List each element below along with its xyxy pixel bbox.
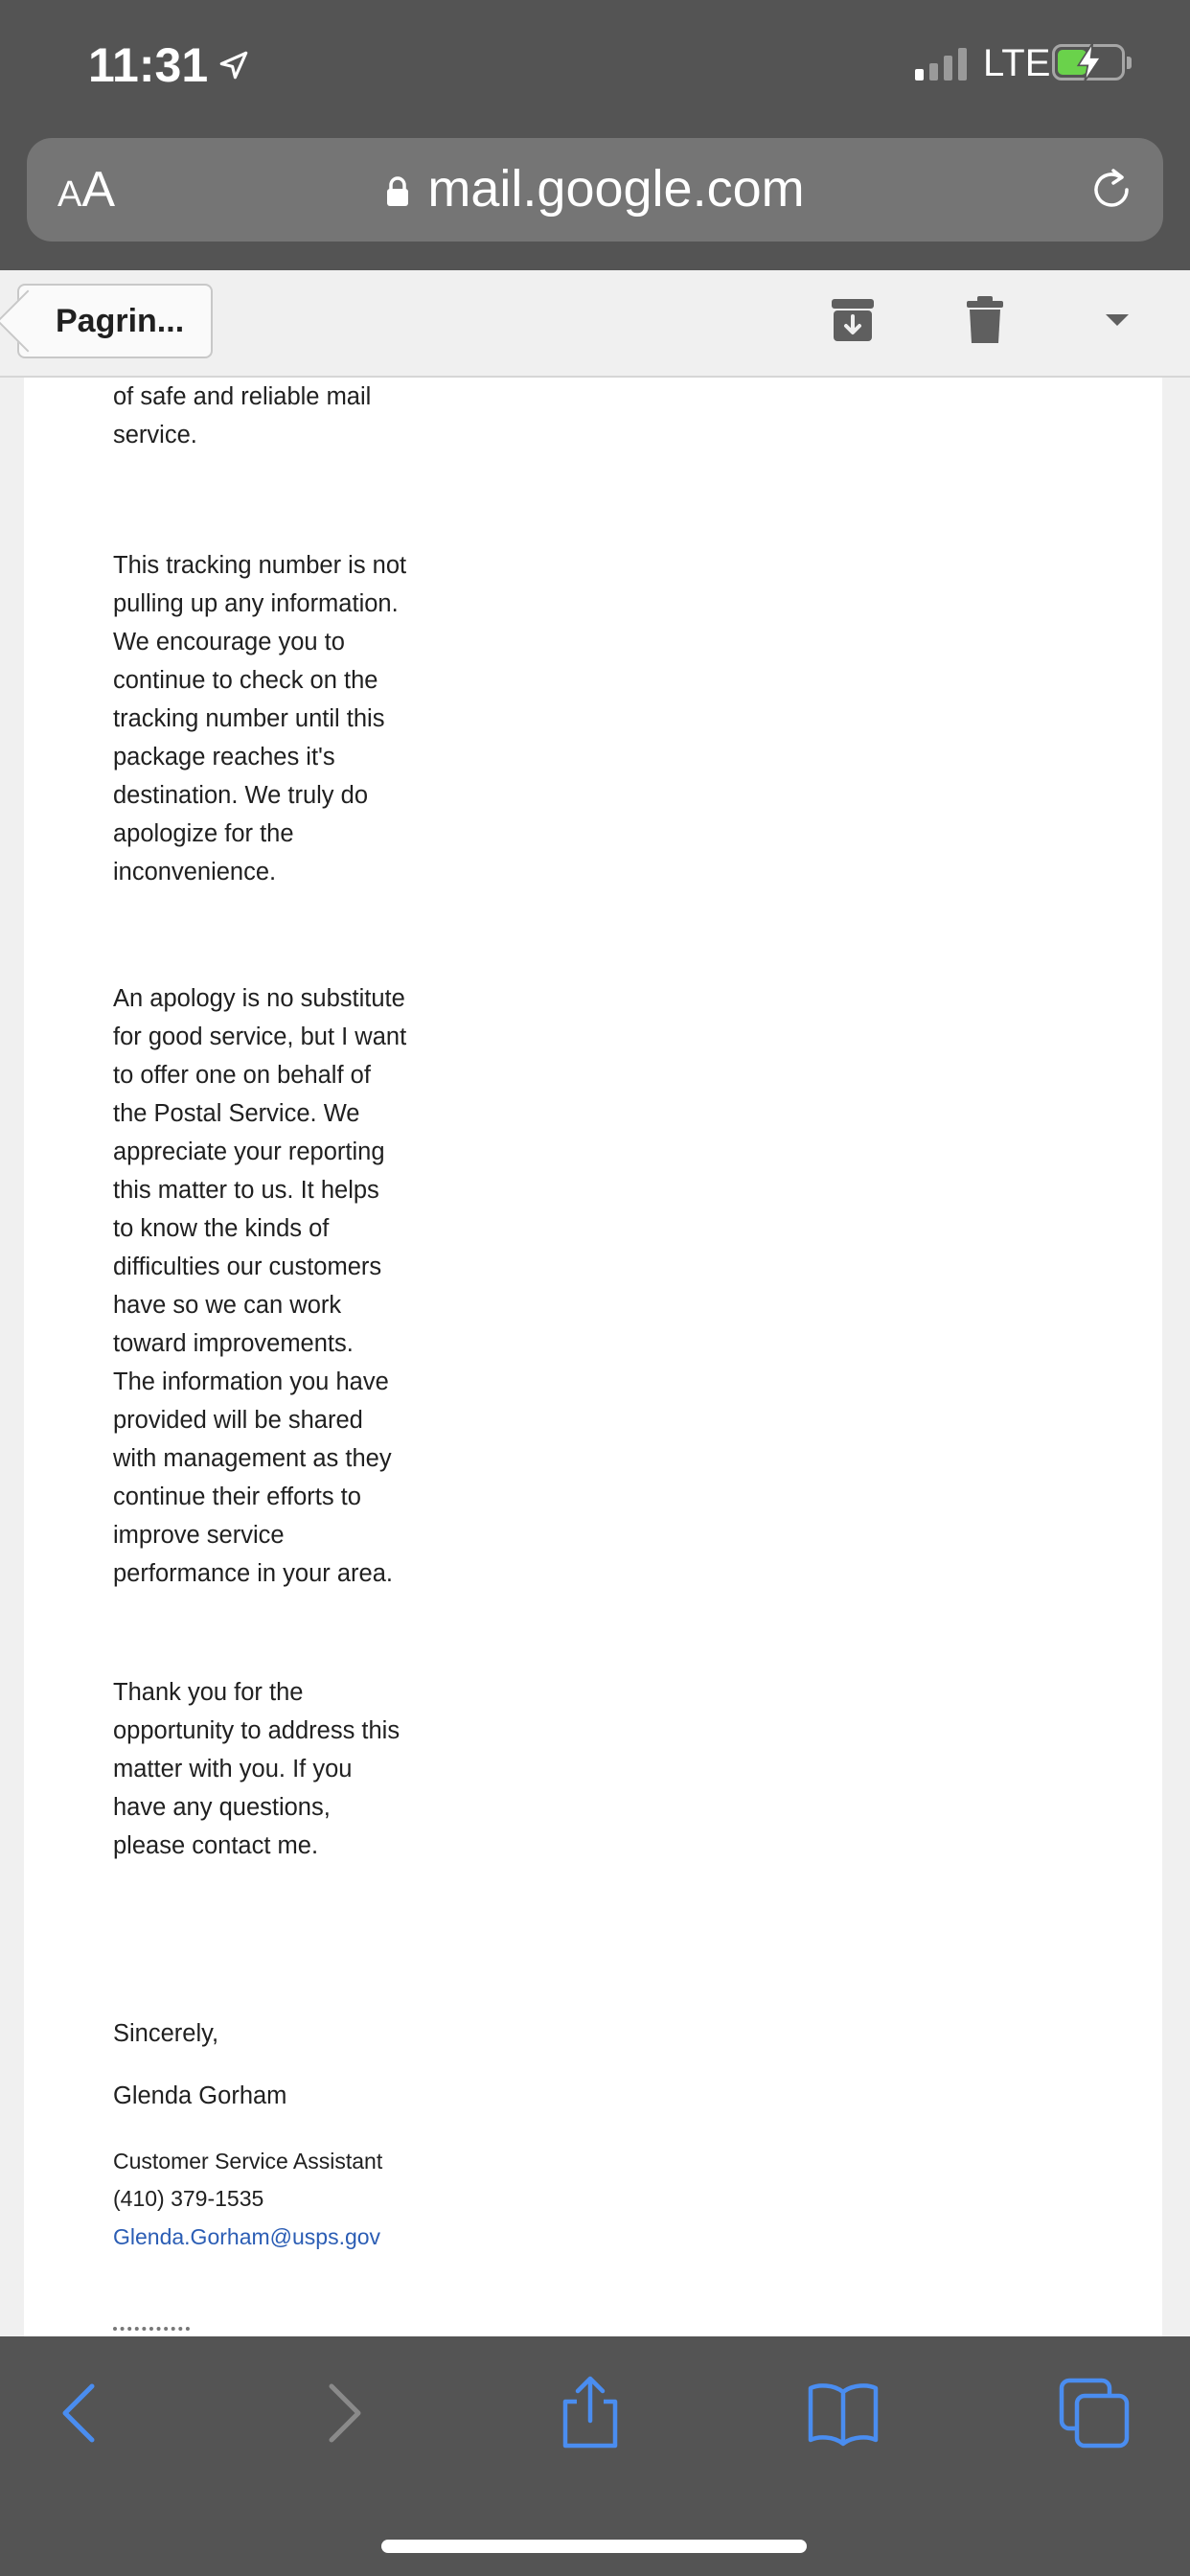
archive-icon[interactable]: [826, 293, 880, 347]
location-arrow-icon: [217, 49, 250, 81]
tabs-icon[interactable]: [1056, 2375, 1133, 2451]
signer-title: Customer Service Assistant: [113, 2149, 383, 2174]
status-time: [88, 34, 250, 96]
address-bar[interactable]: [27, 138, 1163, 242]
lock-icon: [385, 175, 410, 208]
browser-top-chrome: [0, 0, 1190, 270]
signer-name: Glenda Gorham: [113, 2082, 287, 2109]
share-icon[interactable]: [552, 2375, 629, 2451]
gmail-toolbar: [0, 270, 1190, 378]
bookmarks-icon[interactable]: [805, 2375, 881, 2451]
email-body: [24, 378, 1162, 2336]
email-paragraph: An apology is no substitute for good service, but I want to offer one on behalf of the Postal Service. We appreciate your reporting this matter to us. It helps to know the kinds of difficulties our customers have so we can work toward improvements. The information you have provided will be shared with management as they continue their efforts to improve service performance in your area.: [113, 985, 407, 1587]
battery-icon: [1052, 44, 1125, 80]
reader-settings-button[interactable]: AA: [57, 162, 116, 218]
back-label: Pagrin...: [56, 302, 185, 339]
back-to-inbox-button[interactable]: [17, 284, 213, 358]
trash-icon[interactable]: [958, 293, 1012, 347]
back-icon[interactable]: [44, 2375, 121, 2451]
url-text: mail.google.com: [427, 160, 805, 218]
divider: [113, 2327, 190, 2331]
signer-email-link[interactable]: Glenda.Gorham@usps.gov: [113, 2224, 381, 2249]
signal-icon: [915, 46, 967, 80]
reload-icon[interactable]: [1085, 163, 1138, 217]
email-paragraph: This tracking number is not pulling up any information. We encourage you to continue to check on the tracking number until this package reaches it's destination. We truly do apologize for the inconvenience.: [113, 552, 407, 886]
forward-icon[interactable]: [303, 2375, 379, 2451]
home-indicator[interactable]: [381, 2540, 807, 2553]
network-type: LTE: [983, 42, 1051, 84]
url-display[interactable]: [27, 159, 1163, 218]
email-paragraph: of safe and reliable mail service.: [113, 383, 372, 448]
caret-down-icon[interactable]: [1090, 293, 1144, 347]
browser-bottom-toolbar: [0, 2336, 1190, 2576]
email-paragraph: Thank you for the opportunity to address this matter with you. If you have any questions, please contact me.: [113, 1679, 400, 1859]
closing: Sincerely,: [113, 2020, 219, 2047]
clock: 11:31: [88, 38, 209, 92]
signer-phone[interactable]: (410) 379-1535: [113, 2186, 264, 2211]
